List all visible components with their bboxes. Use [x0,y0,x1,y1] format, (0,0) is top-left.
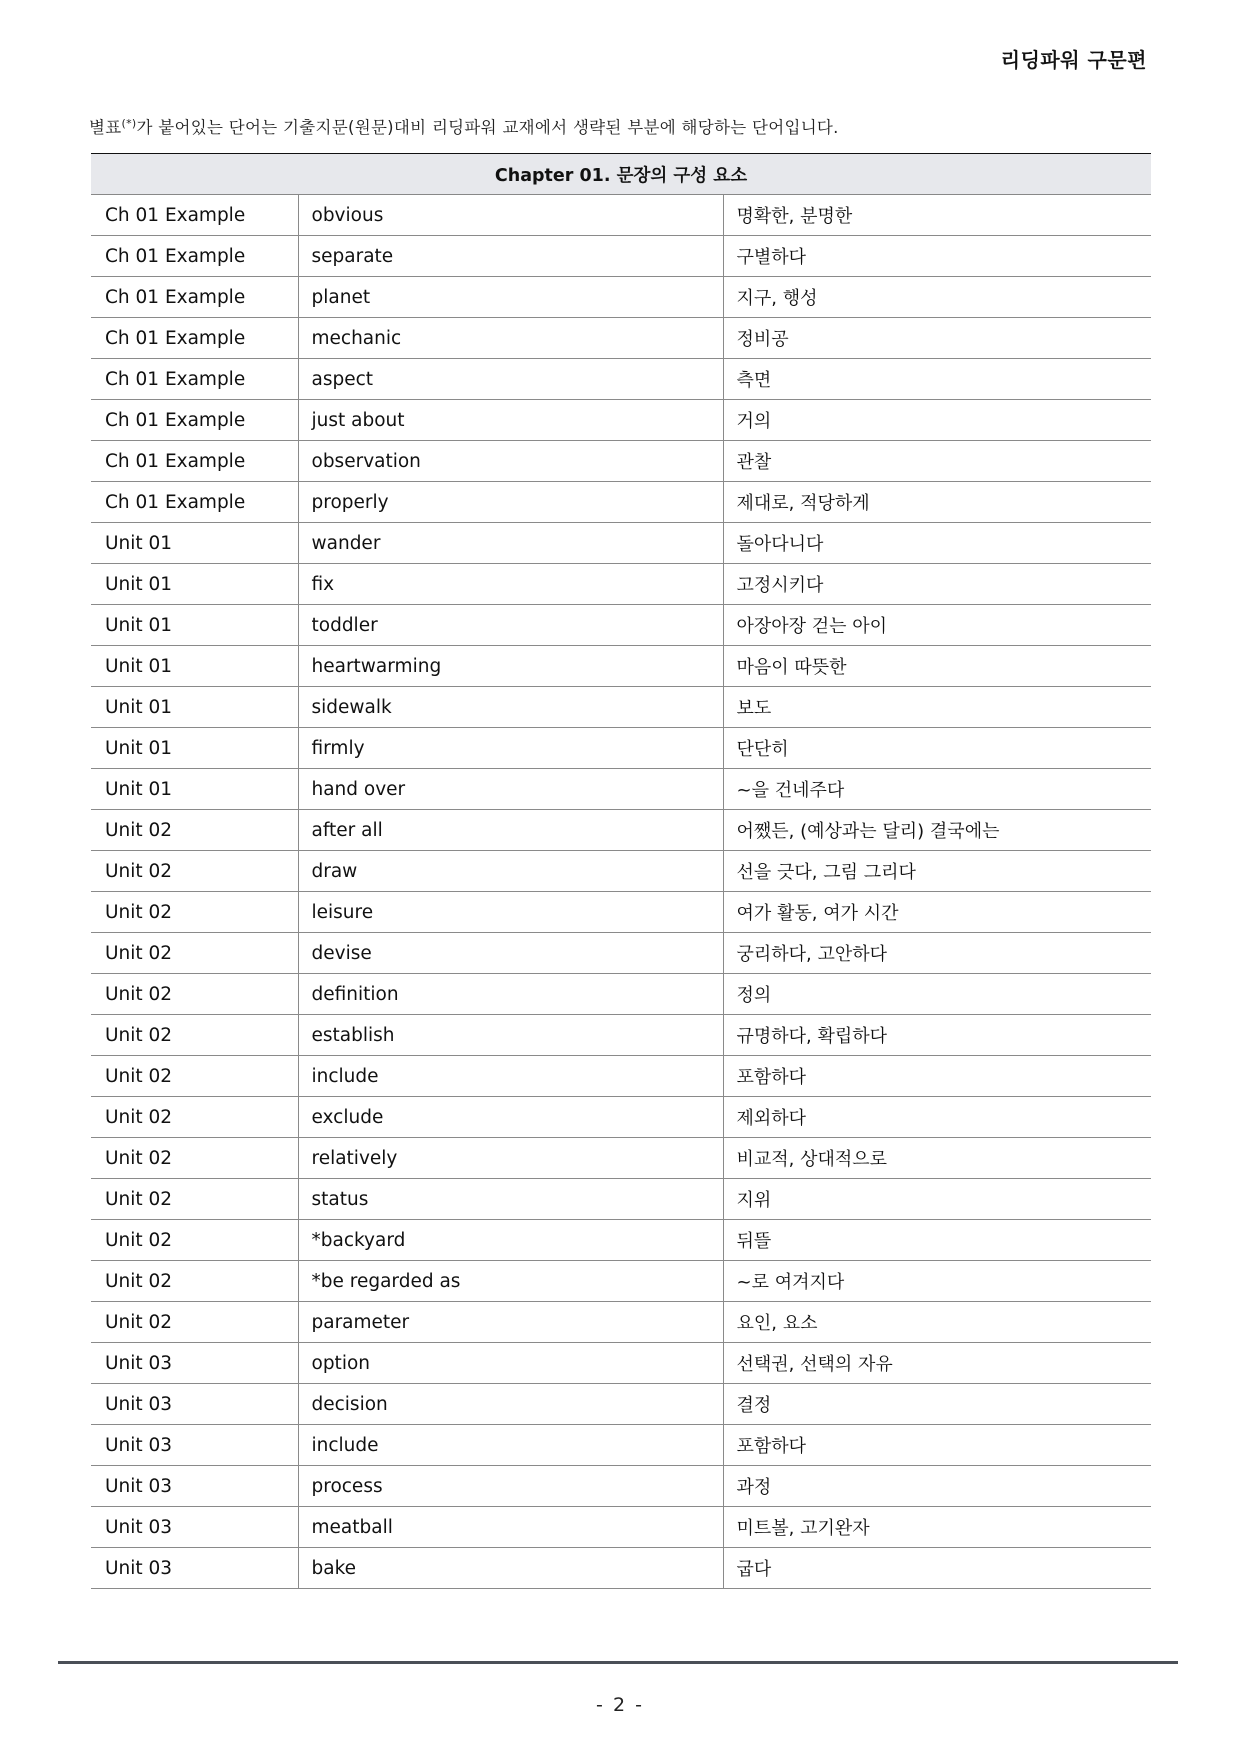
word-cell: heartwarming [298,646,723,687]
vocabulary-table [91,153,1151,1589]
meaning-cell: 여가 활동, 여가 시간 [723,892,1151,933]
word-cell: *be regarded as [298,1261,723,1302]
footer-divider [58,1661,1178,1664]
table-row [91,1548,1151,1589]
table-row [91,769,1151,810]
unit-cell: Ch 01 Example [91,277,298,318]
meaning-cell: 선을 긋다, 그림 그리다 [723,851,1151,892]
meaning-cell: 규명하다, 확립하다 [723,1015,1151,1056]
word-cell: meatball [298,1507,723,1548]
unit-cell: Unit 02 [91,1302,298,1343]
meaning-cell: 요인, 요소 [723,1302,1151,1343]
word-cell: bake [298,1548,723,1589]
unit-cell: Unit 02 [91,974,298,1015]
meaning-cell: 측면 [723,359,1151,400]
meaning-cell: 선택권, 선택의 자유 [723,1343,1151,1384]
table-row [91,1097,1151,1138]
table-row [91,441,1151,482]
word-cell: firmly [298,728,723,769]
unit-cell: Unit 02 [91,851,298,892]
unit-cell: Unit 01 [91,564,298,605]
unit-cell: Unit 01 [91,769,298,810]
unit-cell: Unit 02 [91,1056,298,1097]
word-cell: devise [298,933,723,974]
table-row [91,933,1151,974]
table-row [91,851,1151,892]
unit-cell: Unit 02 [91,1261,298,1302]
table-row [91,810,1151,851]
unit-cell: Ch 01 Example [91,441,298,482]
unit-cell: Ch 01 Example [91,359,298,400]
table-row [91,605,1151,646]
word-cell: status [298,1179,723,1220]
word-cell: include [298,1056,723,1097]
notice-suffix: 가 붙어있는 단어는 기출지문(원문)대비 리딩파워 교재에서 생략된 부분에 해당하는 단어입니다. [136,118,839,137]
unit-cell: Unit 02 [91,1179,298,1220]
table-row [91,974,1151,1015]
meaning-cell: 굽다 [723,1548,1151,1589]
word-cell: properly [298,482,723,523]
table-row [91,1466,1151,1507]
word-cell: establish [298,1015,723,1056]
table-row [91,1384,1151,1425]
table-row [91,687,1151,728]
unit-cell: Unit 03 [91,1384,298,1425]
word-cell: process [298,1466,723,1507]
meaning-cell: 정의 [723,974,1151,1015]
asterisk-marker: (*) [121,117,137,130]
word-cell: leisure [298,892,723,933]
table-row [91,1425,1151,1466]
table-row [91,1343,1151,1384]
word-cell: toddler [298,605,723,646]
table-row [91,892,1151,933]
meaning-cell: 단단히 [723,728,1151,769]
meaning-cell: 뒤뜰 [723,1220,1151,1261]
table-row [91,564,1151,605]
chapter-title: Chapter 01. 문장의 구성 요소 [91,154,1151,195]
table-row [91,277,1151,318]
unit-cell: Ch 01 Example [91,195,298,236]
meaning-cell: 보도 [723,687,1151,728]
meaning-cell: 아장아장 걷는 아이 [723,605,1151,646]
chapter-header-row [91,154,1151,195]
asterisk-notice [89,114,839,138]
unit-cell: Unit 03 [91,1466,298,1507]
meaning-cell: 지구, 행성 [723,277,1151,318]
unit-cell: Unit 02 [91,1015,298,1056]
word-cell: sidewalk [298,687,723,728]
unit-cell: Unit 01 [91,728,298,769]
unit-cell: Unit 01 [91,523,298,564]
meaning-cell: ~로 여겨지다 [723,1261,1151,1302]
word-cell: parameter [298,1302,723,1343]
table-row [91,359,1151,400]
unit-cell: Ch 01 Example [91,318,298,359]
meaning-cell: 궁리하다, 고안하다 [723,933,1151,974]
running-header-title: 리딩파워 구문편 [1000,48,1147,72]
word-cell: draw [298,851,723,892]
word-cell: separate [298,236,723,277]
word-cell: include [298,1425,723,1466]
word-cell: relatively [298,1138,723,1179]
table-row [91,400,1151,441]
word-cell: exclude [298,1097,723,1138]
word-cell: wander [298,523,723,564]
word-cell: option [298,1343,723,1384]
meaning-cell: 포함하다 [723,1425,1151,1466]
word-cell: observation [298,441,723,482]
meaning-cell: 지위 [723,1179,1151,1220]
word-cell: *backyard [298,1220,723,1261]
unit-cell: Unit 02 [91,1138,298,1179]
vocabulary-rows [91,195,1151,1589]
table-row [91,646,1151,687]
meaning-cell: 어쨌든, (예상과는 달리) 결국에는 [723,810,1151,851]
unit-cell: Unit 01 [91,646,298,687]
meaning-cell: 마음이 따뜻한 [723,646,1151,687]
meaning-cell: 거의 [723,400,1151,441]
unit-cell: Unit 02 [91,1097,298,1138]
table-row [91,523,1151,564]
word-cell: fix [298,564,723,605]
unit-cell: Unit 03 [91,1425,298,1466]
table-row [91,728,1151,769]
unit-cell: Unit 03 [91,1343,298,1384]
meaning-cell: 돌아다니다 [723,523,1151,564]
table-row [91,1138,1151,1179]
page-number: - 2 - [596,1694,644,1716]
table-row [91,1179,1151,1220]
meaning-cell: 포함하다 [723,1056,1151,1097]
notice-prefix: 별표 [89,118,122,137]
meaning-cell: 관찰 [723,441,1151,482]
unit-cell: Unit 03 [91,1507,298,1548]
unit-cell: Ch 01 Example [91,236,298,277]
word-cell: decision [298,1384,723,1425]
unit-cell: Unit 03 [91,1548,298,1589]
table-row [91,1261,1151,1302]
word-cell: after all [298,810,723,851]
meaning-cell: 고정시키다 [723,564,1151,605]
unit-cell: Unit 02 [91,892,298,933]
unit-cell: Unit 02 [91,1220,298,1261]
table-row [91,236,1151,277]
word-cell: mechanic [298,318,723,359]
unit-cell: Ch 01 Example [91,400,298,441]
meaning-cell: 명확한, 분명한 [723,195,1151,236]
table-row [91,1015,1151,1056]
word-cell: just about [298,400,723,441]
meaning-cell: 미트볼, 고기완자 [723,1507,1151,1548]
word-cell: definition [298,974,723,1015]
table-row [91,482,1151,523]
meaning-cell: 결정 [723,1384,1151,1425]
unit-cell: Unit 01 [91,605,298,646]
word-cell: aspect [298,359,723,400]
meaning-cell: 비교적, 상대적으로 [723,1138,1151,1179]
table-row [91,195,1151,236]
meaning-cell: 제외하다 [723,1097,1151,1138]
table-row [91,318,1151,359]
table-row [91,1507,1151,1548]
table-row [91,1220,1151,1261]
unit-cell: Ch 01 Example [91,482,298,523]
table-row [91,1302,1151,1343]
meaning-cell: 과정 [723,1466,1151,1507]
meaning-cell: 제대로, 적당하게 [723,482,1151,523]
word-cell: obvious [298,195,723,236]
word-cell: hand over [298,769,723,810]
unit-cell: Unit 01 [91,687,298,728]
word-cell: planet [298,277,723,318]
unit-cell: Unit 02 [91,933,298,974]
unit-cell: Unit 02 [91,810,298,851]
meaning-cell: 정비공 [723,318,1151,359]
meaning-cell: ~을 건네주다 [723,769,1151,810]
meaning-cell: 구별하다 [723,236,1151,277]
table-row [91,1056,1151,1097]
